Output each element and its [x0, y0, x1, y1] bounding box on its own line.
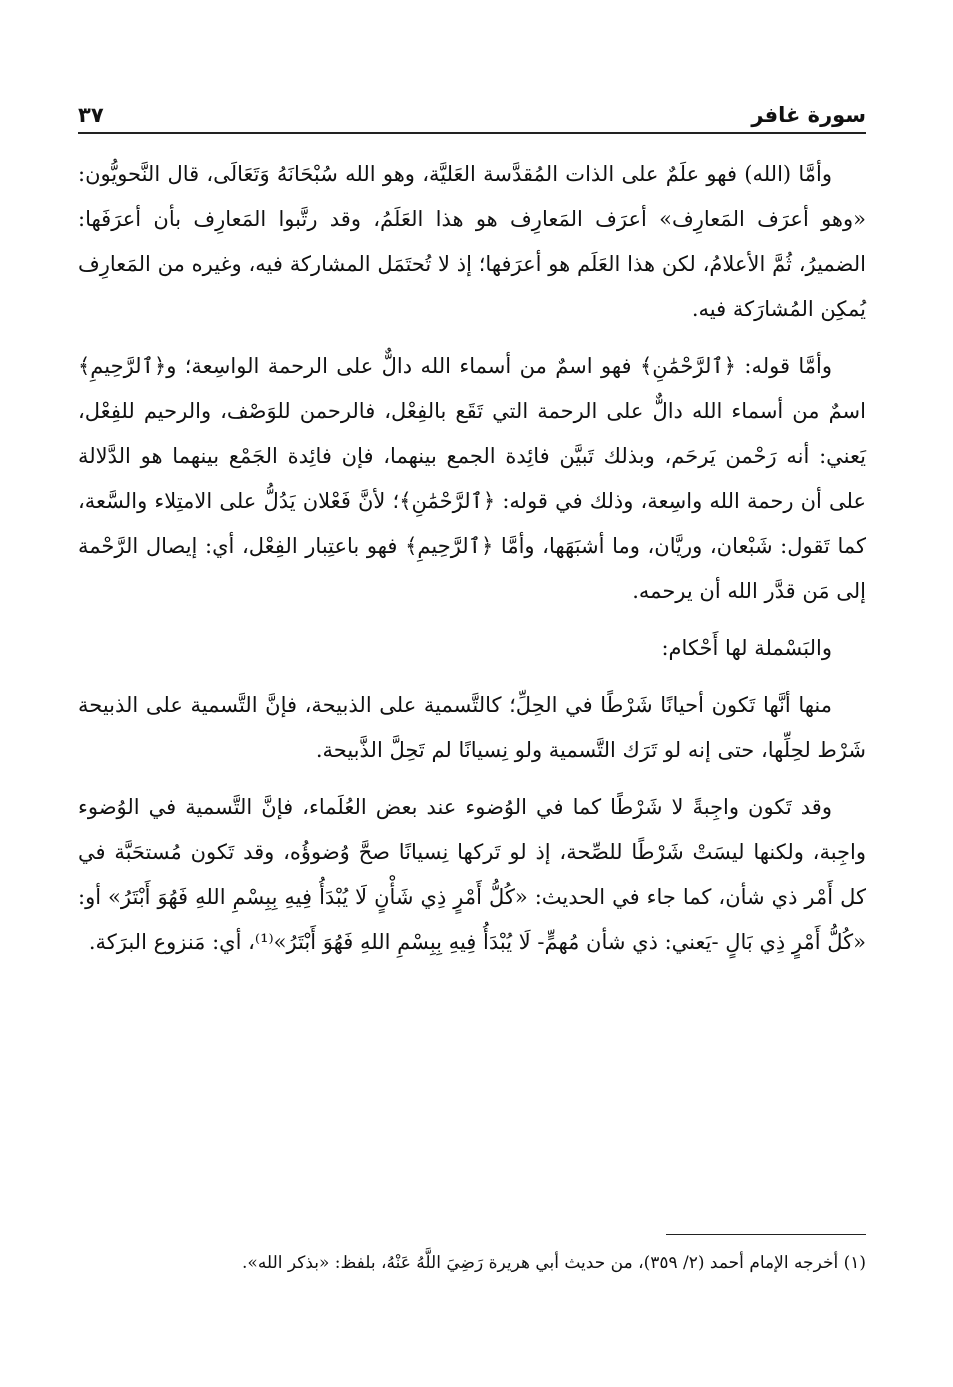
footnote-divider	[666, 1234, 866, 1235]
body-text	[78, 152, 866, 965]
page	[78, 98, 866, 1298]
surah-title: سورة غافر	[751, 103, 866, 127]
paragraph-ablution-obligation: وقد تَكون واجِبةً لا شَرْطًا كما في الوُضوء عند بعض العُلَماء، فإنَّ التَّسمية في الوُضوء واجِبة، ولكنها ليسَتْ شَرْطًا للصِّحة، إذ لو تَركها نِسيانًا صحَّ وُضوؤُه، وقد تَكون مُستحَبَّة في كل أَمْر ذي شأن، كما جاء في الحديث: «كُلُّ أَمْرٍ ذِي شَأْنٍ لَا يُبْدَأُ فِيهِ بِبِسْمِ اللهِ فَهُوَ أَبْتَرُ» أو: «كُلُّ أَمْرٍ ذِي بَالٍ -يَعني: ذي شأن مُهمٍّ- لَا يُبْدَأُ فِيهِ بِبِسْمِ اللهِ فَهُوَ أَبْتَرُ»⁽¹⁾، أي: مَنزوع البرَكة.	[78, 795, 866, 954]
running-header	[78, 98, 866, 134]
paragraph-rahman-rahim: وأمَّا قوله: ﴿ٱلرَّحْمَٰنِ﴾ فهو اسمٌ من أسماء الله دالٌّ على الرحمة الواسِعة؛ و﴿ٱلرَّحِيمِ﴾ اسمٌ من أسماء الله دالٌّ على الرحمة التي تَقَع بالفِعْل، فالرحمن للوَصْف، والرحيم للفِعْل، يَعني: أنه رَحْمن يَرحَم، وبذلك تَبيَّن فائِدة الجمع بينهما، فإن فائِدة الجَمْع بينهما هو الدَّلالة على أن رحمة الله واسِعة، وذلك في قوله: ﴿ٱلرَّحْمَٰنِ﴾؛ لأنَّ فَعْلان يَدُلُّ على الامتِلاء والسَّعة، كما تَقول: شَبْعان، وريَّان، وما أشبَهَها، وأمَّا ﴿ٱلرَّحِيمِ﴾ فهو باعتِبار الفِعْل، أي: إيصال الرَّحْمة إلى مَن قدَّر الله أن يرحمه.	[78, 354, 866, 603]
footnote: (١) أخرجه الإمام أحمد (٢/ ٣٥٩)، من حديث أبي هريرة رَضِيَ اللَّهُ عَنْهُ، بلفظ: «بذكر الله».	[242, 1253, 866, 1273]
page-number: ٣٧	[78, 103, 104, 127]
paragraph-basmala-rulings-heading: والبَسْملة لها أَحْكام:	[661, 636, 832, 660]
paragraph-allah-name: وأمَّا (الله) فهو علَمٌ على الذات المُقدَّسة العَليَّة، وهو الله سُبْحَانَهُ وَتَعَالَى، قال النَّحويُّون: «وهو أعرَف المَعارِف» أعرَف المَعارِف هو هذا العَلَمُ، وقد رتَّبوا المَعارِف بأن أعرَفَها: الضميرُ، ثُمَّ الأعلامُ، لكن هذا العَلَم هو أعرَفها؛ إذ لا تُحتَمَل المشاركة فيه، وغيره من المَعارِف يُمكِن المُشارَكة فيه.	[78, 162, 866, 321]
paragraph-slaughter-condition: منها أنَّها تَكون أحيانًا شَرْطًا في الحِلِّ؛ كالتَّسمية على الذبيحة، فإنَّ التَّسمية على الذبيحة شَرْط لحِلِّها، حتى إنه لو تَرَك التَّسمية ولو نِسيانًا لم تَحِلَّ الذَّبيحة.	[78, 693, 866, 762]
